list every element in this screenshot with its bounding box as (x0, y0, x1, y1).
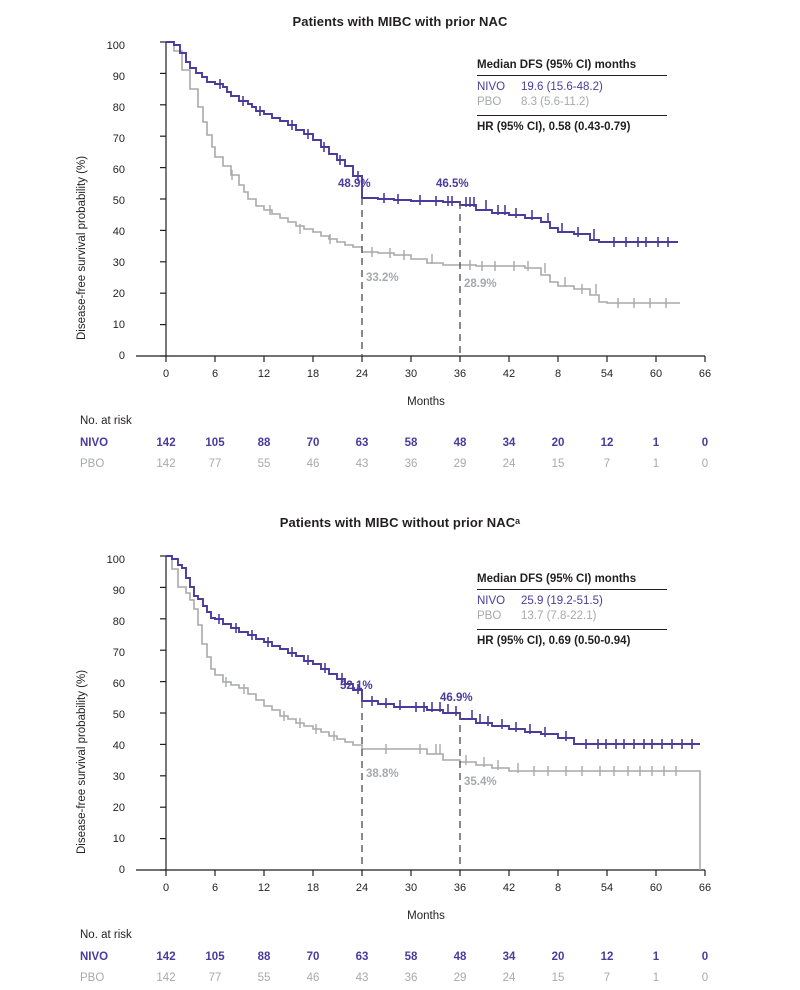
y-tick-marks (160, 42, 166, 356)
risk-cell: 0 (701, 437, 709, 449)
risk-cell: 48 (453, 437, 467, 449)
x-tick-18: 18 (306, 882, 320, 894)
risk-cell: 20 (551, 437, 565, 449)
legend-row-pbo (477, 609, 667, 624)
risk-table-title: No. at risk (80, 929, 132, 941)
risk-cell: 24 (502, 972, 516, 984)
risk-cell: 34 (502, 951, 516, 963)
risk-cell: 34 (502, 437, 516, 449)
x-tick-18: 18 (306, 368, 320, 380)
legend-row-nivo (477, 80, 667, 95)
annotation-pbo-24mo: 33.2% (366, 272, 399, 284)
risk-cell: 0 (701, 972, 709, 984)
y-tick-70: 70 (112, 647, 125, 659)
risk-cell: 29 (453, 972, 467, 984)
risk-cell: 20 (551, 951, 565, 963)
legend-value-nivo: 19.6 (15.6-48.2) (521, 81, 603, 93)
legend-box (477, 59, 667, 133)
x-tick-30: 30 (404, 368, 418, 380)
x-tick-6: 6 (211, 368, 219, 380)
annotation-nivo-36mo: 46.5% (436, 178, 469, 190)
x-tick-36: 36 (453, 368, 467, 380)
y-tick-50: 50 (112, 709, 125, 721)
risk-row-label-nivo: NIVO (80, 437, 109, 449)
risk-cell: 15 (551, 972, 565, 984)
risk-cell: 88 (257, 437, 271, 449)
risk-cell: 1 (652, 972, 660, 984)
risk-row-nivo (0, 437, 800, 455)
risk-cell: 36 (404, 458, 418, 470)
risk-cell: 7 (603, 458, 611, 470)
plot-area-2 (0, 514, 800, 922)
risk-cell: 63 (355, 951, 369, 963)
x-tick-42: 42 (502, 368, 516, 380)
risk-cell: 77 (208, 972, 222, 984)
legend-row-pbo (477, 95, 667, 110)
x-tick-48: 8 (554, 368, 562, 380)
km-curves-2 (0, 514, 800, 914)
risk-row-label-pbo: PBO (80, 972, 105, 984)
annotation-pbo-36mo: 35.4% (464, 776, 497, 788)
x-tick-marks (166, 870, 705, 876)
risk-cell: 0 (701, 951, 709, 963)
y-axis-label: Disease-free survival probability (%) (76, 155, 88, 340)
risk-cell: 43 (355, 458, 369, 470)
risk-cell: 63 (355, 437, 369, 449)
annotation-pbo-36mo: 28.9% (464, 278, 497, 290)
y-tick-40: 40 (112, 740, 125, 752)
legend-name-nivo: NIVO (477, 595, 506, 607)
y-tick-80: 80 (112, 102, 125, 114)
legend-title: Median DFS (95% CI) months (477, 573, 667, 590)
x-tick-0: 0 (162, 368, 170, 380)
x-tick-60: 60 (649, 882, 663, 894)
y-tick-90: 90 (112, 585, 125, 597)
y-tick-10: 10 (112, 833, 125, 845)
legend-rows (477, 76, 667, 116)
legend-row-nivo (477, 594, 667, 609)
annotation-nivo-24mo: 48.9% (338, 178, 371, 190)
y-tick-80: 80 (112, 616, 125, 628)
risk-row-pbo (0, 458, 800, 476)
legend-title: Median DFS (95% CI) months (477, 59, 667, 76)
risk-cell: 24 (502, 458, 516, 470)
panel-title: Patients with MIBC without prior NACᵃ (279, 515, 521, 530)
y-tick-50: 50 (112, 195, 125, 207)
km-curves-1 (0, 0, 800, 400)
risk-cell: 142 (156, 951, 176, 963)
x-tick-24: 24 (355, 882, 369, 894)
legend-hazard-ratio: HR (95% CI), 0.58 (0.43-0.79) (477, 121, 631, 133)
y-tick-marks (160, 556, 166, 870)
risk-cell: 1 (652, 437, 660, 449)
x-tick-36: 36 (453, 882, 467, 894)
risk-row-nivo (0, 951, 800, 969)
x-tick-12: 12 (257, 368, 271, 380)
risk-cell: 88 (257, 951, 271, 963)
x-axis-label: Months (407, 910, 445, 922)
risk-cell: 29 (453, 458, 467, 470)
risk-cell: 55 (257, 972, 271, 984)
risk-cell: 36 (404, 972, 418, 984)
risk-cell: 142 (156, 972, 176, 984)
chart-panel-without-prior-nac (0, 492, 800, 985)
risk-cell: 43 (355, 972, 369, 984)
legend-value-pbo: 13.7 (7.8-22.1) (521, 610, 597, 622)
risk-cell: 77 (208, 458, 222, 470)
x-tick-54: 54 (600, 882, 614, 894)
y-tick-60: 60 (112, 678, 125, 690)
risk-cell: 0 (701, 458, 709, 470)
panel-title: Patients with MIBC with prior NAC (292, 14, 508, 29)
x-tick-42: 42 (502, 882, 516, 894)
x-tick-0: 0 (162, 882, 170, 894)
risk-cell: 105 (205, 437, 225, 449)
legend-box (477, 573, 667, 647)
x-tick-54: 54 (600, 368, 614, 380)
legend-value-nivo: 25.9 (19.2-51.5) (521, 595, 603, 607)
risk-cell: 58 (404, 437, 418, 449)
risk-cell: 142 (156, 458, 176, 470)
y-tick-70: 70 (112, 133, 125, 145)
y-axis-label: Disease-free survival probability (%) (76, 669, 88, 854)
risk-cell: 12 (600, 437, 614, 449)
y-tick-0: 0 (118, 864, 125, 876)
pbo-censor-marks (232, 170, 666, 308)
risk-row-pbo (0, 972, 800, 990)
x-tick-marks (166, 356, 705, 362)
x-tick-24: 24 (355, 368, 369, 380)
risk-cell: 55 (257, 458, 271, 470)
y-tick-60: 60 (112, 164, 125, 176)
risk-cell: 48 (453, 951, 467, 963)
x-tick-12: 12 (257, 882, 271, 894)
x-tick-66: 66 (698, 368, 712, 380)
risk-cell: 46 (306, 458, 320, 470)
risk-cell: 7 (603, 972, 611, 984)
annotation-nivo-36mo: 46.9% (440, 692, 473, 704)
risk-cell: 70 (306, 437, 320, 449)
y-tick-0: 0 (118, 350, 125, 362)
legend-hazard-ratio: HR (95% CI), 0.69 (0.50-0.94) (477, 635, 631, 647)
risk-cell: 1 (652, 951, 660, 963)
risk-row-label-pbo: PBO (80, 458, 105, 470)
y-tick-10: 10 (112, 319, 125, 331)
risk-cell: 12 (600, 951, 614, 963)
risk-cell: 105 (205, 951, 225, 963)
chart-panel-prior-nac (0, 0, 800, 492)
plot-area-1 (0, 0, 800, 408)
y-tick-90: 90 (112, 71, 125, 83)
y-tick-30: 30 (112, 257, 125, 269)
x-tick-6: 6 (211, 882, 219, 894)
x-tick-48: 8 (554, 882, 562, 894)
y-tick-40: 40 (112, 226, 125, 238)
annotation-nivo-24mo: 52.1% (340, 680, 373, 692)
legend-name-nivo: NIVO (477, 81, 506, 93)
risk-cell: 15 (551, 458, 565, 470)
x-tick-30: 30 (404, 882, 418, 894)
y-tick-100: 100 (106, 40, 125, 52)
legend-name-pbo: PBO (477, 610, 502, 622)
x-tick-60: 60 (649, 368, 663, 380)
risk-cell: 1 (652, 458, 660, 470)
y-tick-30: 30 (112, 771, 125, 783)
risk-cell: 58 (404, 951, 418, 963)
x-tick-66: 66 (698, 882, 712, 894)
annotation-pbo-24mo: 38.8% (366, 768, 399, 780)
legend-name-pbo: PBO (477, 96, 502, 108)
x-axis-label: Months (407, 396, 445, 408)
y-tick-20: 20 (112, 802, 125, 814)
risk-cell: 70 (306, 951, 320, 963)
risk-cell: 142 (156, 437, 176, 449)
y-tick-100: 100 (106, 554, 125, 566)
risk-table-title: No. at risk (80, 415, 132, 427)
y-tick-20: 20 (112, 288, 125, 300)
risk-row-label-nivo: NIVO (80, 951, 109, 963)
risk-cell: 46 (306, 972, 320, 984)
legend-rows (477, 590, 667, 630)
legend-value-pbo: 8.3 (5.6-11.2) (521, 96, 590, 108)
